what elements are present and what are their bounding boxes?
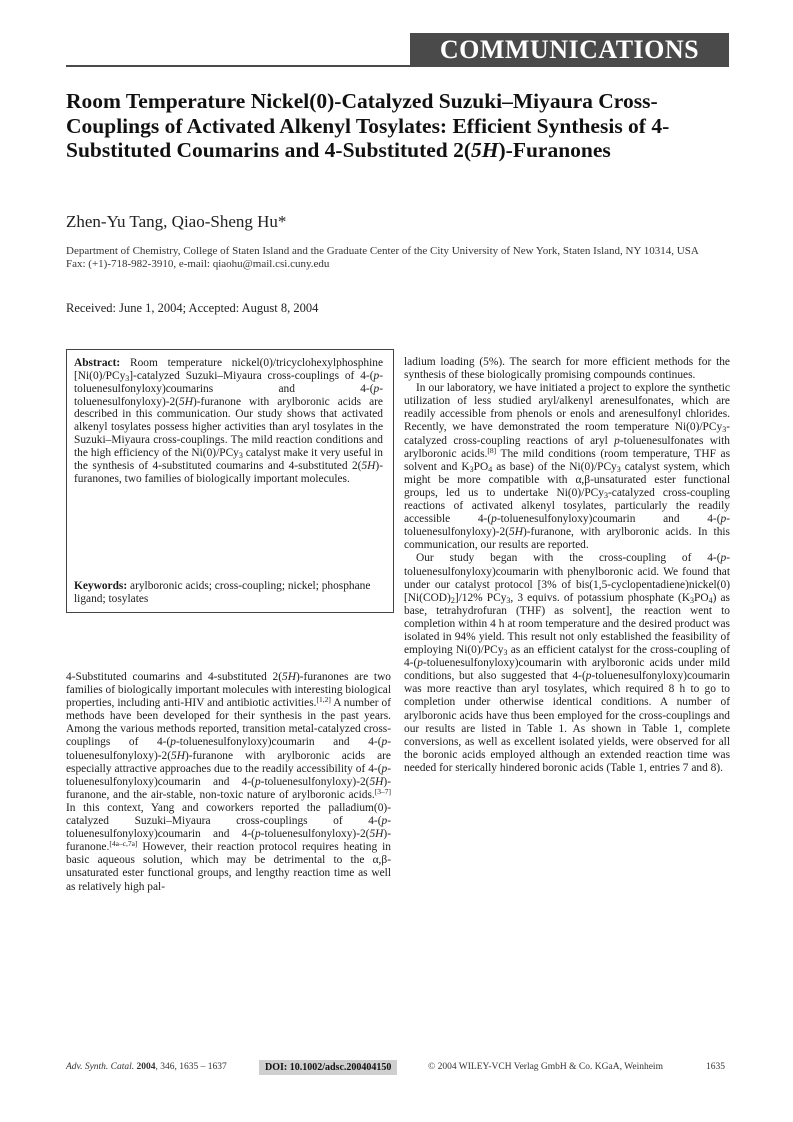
body-left-column <box>66 671 391 894</box>
footer-journal-name: Adv. Synth. Catal. <box>66 1062 135 1072</box>
affiliation-contact: Fax: (+1)-718-982-3910, e-mail: qiaohu@mail.csi.cuny.edu <box>66 257 330 270</box>
footer-doi: DOI: 10.1002/adsc.200404150 <box>259 1060 397 1075</box>
keywords <box>74 580 383 606</box>
footer-year: 2004 <box>136 1062 156 1072</box>
section-banner: COMMUNICATIONS <box>410 33 729 66</box>
keywords-label: Keywords: <box>74 580 128 592</box>
body-paragraph: 4-Substituted coumarins and 4-substituted 2(5H)-furanones are two families of biologically important molecules with interesting biological properties, including anti-HIV and antibiotic activities.[1,2] A number of methods have been developed for their synthesis in the past years. Among the various methods reported, transition metal-catalyzed cross-couplings of 4-(p-toluenesulfonyloxy)coumarin and 4-(p-toluenesulfonyloxy)-2(5H)-furanone with arylboronic acids are especially attractive approaches due to the readily accessibility of 4-(p-toluenesulfonyloxy)coumarin and 4-(p-toluenesulfonyloxy)-2(5H)-furanone, and the air-stable, non-toxic nature of arylboronic acids.[3–7] In this context, Yang and coworkers reported the palladium(0)-catalyzed Suzuki–Miyaura cross-couplings of 4-(p-toluenesulfonyloxy)coumarin and 4-(p-toluenesulfonyloxy)-2(5H)-furanone.[4a–c,7a] However, their reaction protocol requires heating in basic aqueous solution, which may be detrimental to the α,β-unsaturated ester functional groups, and lengthy reaction time as well as relatively high pal- <box>66 671 391 893</box>
body-paragraph: In our laboratory, we have initiated a project to explore the synthetic utilization of less studied aryl/alkenyl arenesulfonates, which are readily accessible from phenols or enols and arenesulfonyl chlorides. Recently, we have demonstrated the room temperature Ni(0)/PCy$_3$-catalyzed cross-coupling reactions of aryl p-toluenesulfonates with arylboronic acids.[8] The mild conditions (room temperature, THF as solvent and $K_3PO_4$ as base) of the Ni(0)/PCy$_3$ catalyst system, which might be more compatible with α,β-unsaturated ester functional groups, led us to undertake Ni(0)/PCy$_3$-catalyzed cross-coupling reactions of activated alkenyl tosylates, particularly the readily accessible 4-(p-toluenesulfonyloxy)coumarin and 4-(p-toluenesulfonyloxy)-2(5H)-furanone, with arylboronic acids. In this communication, our results are reported. <box>404 382 731 552</box>
body-paragraph: Our study began with the cross-coupling of 4-(p-toluenesulfonyloxy)coumarin with phenylboronic acid. We found that under our catalyst protocol [3% of bis(1,5-cyclopentadiene)nickel(0) $[Ni(COD)_2]/12\%$ PCy$_3$, 3 equivs. of potassium phosphate $(K_3PO_4)$ as base, tetrahydrofuran (THF) as solvent], the reaction went to completion within 4 h at room temperature and the desired product was isolated in 94% yield. This result not only established the feasibility of employing Ni(0)/PCy$_3$ as an efficient catalyst for the cross-coupling of 4-(p-toluenesulfonyloxy)coumarin with arylboronic acids under mild conditions, but also suggested that 4-(p-toluenesulfonyloxy)coumarin was more reactive than aryl tosylates, which required 8 h to go to completion under otherwise identical conditions. A number of arylboronic acids have thus been employed for the cross-couplings and our results are listed in Table 1. As shown in Table 1, complete conversions, as well as excellent isolated yields, were observed for all the boronic acids employed although an extended reaction time was needed for sterically hindered boronic acids (Table 1, entries 7 and 8). <box>404 552 730 774</box>
header-rule <box>66 65 729 67</box>
body-paragraph: ladium loading (5%). The search for more efficient methods for the synthesis of these biologically promising compounds continues. <box>404 356 730 382</box>
abstract-label: Abstract: <box>74 357 121 369</box>
footer-copyright: © 2004 WILEY-VCH Verlag GmbH & Co. KGaA, Weinheim <box>428 1062 663 1072</box>
received-dates: Received: June 1, 2004; Accepted: August 8, 2004 <box>66 301 319 315</box>
footer-volume-pages: , 346, 1635 – 1637 <box>155 1062 227 1072</box>
affiliation <box>66 245 736 270</box>
page-number: 1635 <box>706 1062 725 1072</box>
keywords-list: arylboronic acids; cross-coupling; nickel; phosphane ligand; tosylates <box>74 580 371 605</box>
body-right-column <box>404 356 730 775</box>
abstract-text: Abstract: Room temperature nickel(0)/tricyclohexylphosphine [Ni(0)/PCy$_3$]-catalyzed Suzuki–Miyaura cross-couplings of 4-(p-toluenesulfonyloxy)coumarins and 4-(p-toluenesulfonyloxy)-2(5H)-furanone with arylboronic acids are described in this communication. Our study shows that activated alkenyl tosylates possess higher activities than aryl tosylates in the Suzuki–Miyaura cross-couplings. The mild reaction conditions and the high efficiency of the Ni(0)/PCy$_3$ catalyst make it very useful in the synthesis of 4-substituted coumarins and 4-substituted 2(5H)-furanones, two families of biologically important molecules. <box>74 357 383 485</box>
affiliation-address: Department of Chemistry, College of Staten Island and the Graduate Center of the City University of New York, Staten Island, NY 10314, USA <box>66 245 699 257</box>
authors: Zhen-Yu Tang, Qiao-Sheng Hu* <box>66 212 287 231</box>
page-footer <box>66 1060 730 1076</box>
footer-citation <box>66 1062 227 1072</box>
article-title: Room Temperature Nickel(0)-Catalyzed Suzuki–Miyaura Cross-Couplings of Activated Alkenyl Tosylates: Efficient Synthesis of 4-Substituted Coumarins and 4-Substituted 2(5H)-Furanones <box>66 89 670 162</box>
